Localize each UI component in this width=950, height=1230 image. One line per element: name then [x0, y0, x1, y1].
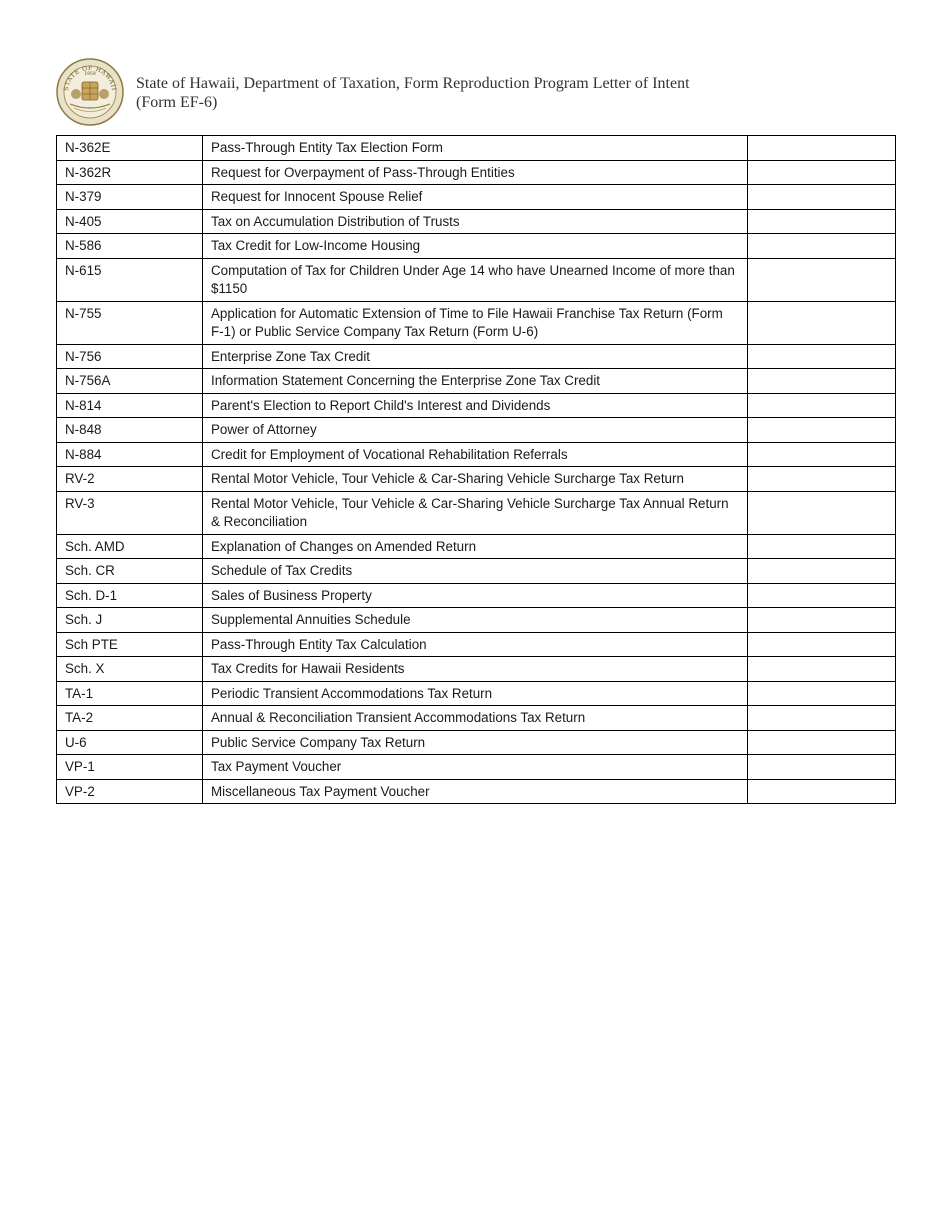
blank-entry-cell[interactable] — [748, 681, 896, 706]
form-description-cell: Public Service Company Tax Return — [203, 730, 748, 755]
forms-table — [56, 135, 896, 804]
form-description-cell: Rental Motor Vehicle, Tour Vehicle & Car-Sharing Vehicle Surcharge Tax Annual Return & Reconciliation — [203, 491, 748, 534]
table-row — [57, 234, 896, 259]
form-description-cell: Periodic Transient Accommodations Tax Return — [203, 681, 748, 706]
table-row — [57, 258, 896, 301]
form-code-cell: N-586 — [57, 234, 203, 259]
form-code-cell: N-755 — [57, 301, 203, 344]
form-description-cell: Credit for Employment of Vocational Rehabilitation Referrals — [203, 442, 748, 467]
page-title-line-1: State of Hawaii, Department of Taxation, Form Reproduction Program Letter of Intent — [136, 75, 690, 92]
blank-entry-cell[interactable] — [748, 608, 896, 633]
form-description-cell: Tax Payment Voucher — [203, 755, 748, 780]
blank-entry-cell[interactable] — [748, 301, 896, 344]
form-code-cell: N-379 — [57, 185, 203, 210]
table-row — [57, 491, 896, 534]
form-description-cell: Tax Credits for Hawaii Residents — [203, 657, 748, 682]
table-row — [57, 160, 896, 185]
page-header — [56, 58, 896, 128]
blank-entry-cell[interactable] — [748, 234, 896, 259]
form-code-cell: VP-2 — [57, 779, 203, 804]
form-code-cell: N-756 — [57, 344, 203, 369]
table-row — [57, 301, 896, 344]
blank-entry-cell[interactable] — [748, 160, 896, 185]
blank-entry-cell[interactable] — [748, 418, 896, 443]
form-code-cell: N-848 — [57, 418, 203, 443]
form-code-cell: Sch. AMD — [57, 534, 203, 559]
table-row — [57, 657, 896, 682]
table-row — [57, 583, 896, 608]
blank-entry-cell[interactable] — [748, 393, 896, 418]
form-code-cell: Sch PTE — [57, 632, 203, 657]
blank-entry-cell[interactable] — [748, 491, 896, 534]
blank-entry-cell[interactable] — [748, 209, 896, 234]
form-description-cell: Power of Attorney — [203, 418, 748, 443]
form-code-cell: N-362R — [57, 160, 203, 185]
form-description-cell: Miscellaneous Tax Payment Voucher — [203, 779, 748, 804]
form-description-cell: Annual & Reconciliation Transient Accommodations Tax Return — [203, 706, 748, 731]
table-row — [57, 442, 896, 467]
blank-entry-cell[interactable] — [748, 755, 896, 780]
form-description-cell: Information Statement Concerning the Enterprise Zone Tax Credit — [203, 369, 748, 394]
form-description-cell: Pass-Through Entity Tax Calculation — [203, 632, 748, 657]
form-description-cell: Explanation of Changes on Amended Return — [203, 534, 748, 559]
table-row — [57, 608, 896, 633]
form-description-cell: Rental Motor Vehicle, Tour Vehicle & Car-Sharing Vehicle Surcharge Tax Return — [203, 467, 748, 492]
table-row — [57, 534, 896, 559]
blank-entry-cell[interactable] — [748, 136, 896, 161]
blank-entry-cell[interactable] — [748, 583, 896, 608]
form-description-cell: Schedule of Tax Credits — [203, 559, 748, 584]
form-code-cell: N-405 — [57, 209, 203, 234]
form-description-cell: Application for Automatic Extension of Time to File Hawaii Franchise Tax Return (Form F-1) or Public Service Company Tax Return (Form U-6) — [203, 301, 748, 344]
form-description-cell: Parent's Election to Report Child's Interest and Dividends — [203, 393, 748, 418]
form-code-cell: Sch. D-1 — [57, 583, 203, 608]
table-row — [57, 706, 896, 731]
form-code-cell: N-615 — [57, 258, 203, 301]
blank-entry-cell[interactable] — [748, 657, 896, 682]
blank-entry-cell[interactable] — [748, 534, 896, 559]
form-description-cell: Tax on Accumulation Distribution of Trusts — [203, 209, 748, 234]
state-seal-logo — [56, 58, 124, 126]
blank-entry-cell[interactable] — [748, 369, 896, 394]
form-code-cell: N-814 — [57, 393, 203, 418]
form-code-cell: Sch. J — [57, 608, 203, 633]
form-description-cell: Pass-Through Entity Tax Election Form — [203, 136, 748, 161]
table-row — [57, 559, 896, 584]
table-row — [57, 755, 896, 780]
form-description-cell: Supplemental Annuities Schedule — [203, 608, 748, 633]
form-description-cell: Enterprise Zone Tax Credit — [203, 344, 748, 369]
form-description-cell: Tax Credit for Low-Income Housing — [203, 234, 748, 259]
table-row — [57, 369, 896, 394]
table-row — [57, 136, 896, 161]
form-description-cell: Computation of Tax for Children Under Age 14 who have Unearned Income of more than $1150 — [203, 258, 748, 301]
form-code-cell: Sch. CR — [57, 559, 203, 584]
form-code-cell: VP-1 — [57, 755, 203, 780]
form-code-cell: U-6 — [57, 730, 203, 755]
form-code-cell: TA-1 — [57, 681, 203, 706]
table-row — [57, 185, 896, 210]
form-code-cell: N-756A — [57, 369, 203, 394]
page-title — [136, 74, 856, 112]
form-description-cell: Sales of Business Property — [203, 583, 748, 608]
table-row — [57, 681, 896, 706]
form-code-cell: RV-3 — [57, 491, 203, 534]
blank-entry-cell[interactable] — [748, 559, 896, 584]
blank-entry-cell[interactable] — [748, 779, 896, 804]
table-row — [57, 209, 896, 234]
table-row — [57, 344, 896, 369]
table-row — [57, 418, 896, 443]
table-row — [57, 393, 896, 418]
table-row — [57, 779, 896, 804]
table-row — [57, 632, 896, 657]
blank-entry-cell[interactable] — [748, 344, 896, 369]
table-row — [57, 730, 896, 755]
page-title-line-2: (Form EF-6) — [136, 94, 218, 111]
form-code-cell: RV-2 — [57, 467, 203, 492]
form-code-cell: N-884 — [57, 442, 203, 467]
blank-entry-cell[interactable] — [748, 467, 896, 492]
seal-text: STATE OF HAWAII — [62, 64, 117, 92]
blank-entry-cell[interactable] — [748, 442, 896, 467]
blank-entry-cell[interactable] — [748, 258, 896, 301]
blank-entry-cell[interactable] — [748, 185, 896, 210]
form-code-cell: Sch. X — [57, 657, 203, 682]
blank-entry-cell[interactable] — [748, 730, 896, 755]
form-code-cell: TA-2 — [57, 706, 203, 731]
table-row — [57, 467, 896, 492]
form-description-cell: Request for Overpayment of Pass-Through Entities — [203, 160, 748, 185]
blank-entry-cell[interactable] — [748, 706, 896, 731]
blank-entry-cell[interactable] — [748, 632, 896, 657]
form-description-cell: Request for Innocent Spouse Relief — [203, 185, 748, 210]
form-code-cell: N-362E — [57, 136, 203, 161]
seal-year: 1959 — [84, 72, 96, 77]
